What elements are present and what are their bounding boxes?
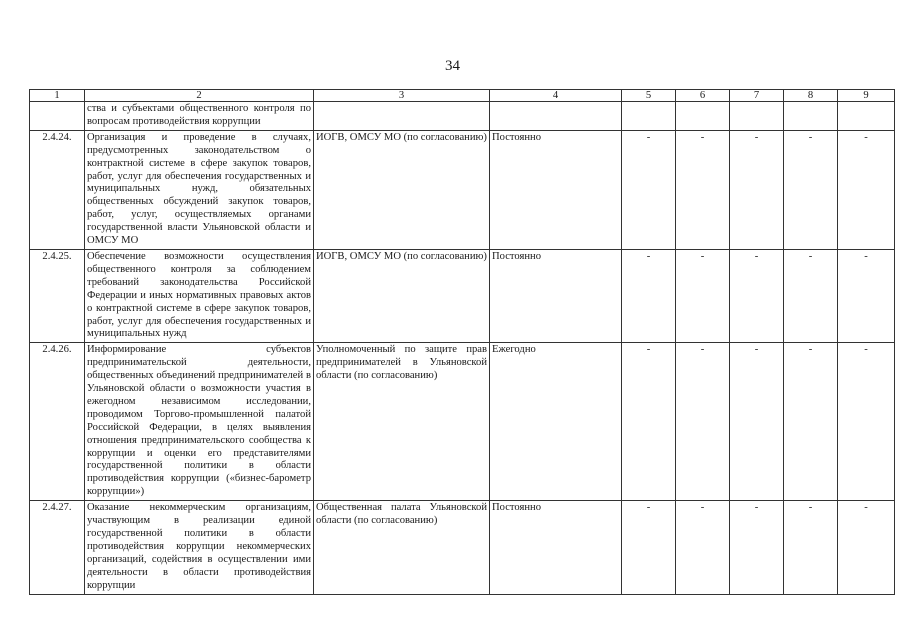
row-col5: - bbox=[622, 130, 676, 249]
row-responsible: ИОГВ, ОМСУ МО (по согласованию) bbox=[314, 249, 490, 342]
col-header-2: 2 bbox=[85, 90, 314, 102]
measures-table bbox=[29, 89, 895, 595]
row-number: 2.4.26. bbox=[30, 343, 85, 501]
row-col7: - bbox=[730, 249, 784, 342]
table-row bbox=[30, 249, 895, 342]
col-header-4: 4 bbox=[490, 90, 622, 102]
col-header-9: 9 bbox=[838, 90, 895, 102]
row-col9: - bbox=[838, 501, 895, 594]
row-period: Ежегодно bbox=[490, 343, 622, 501]
col-header-5: 5 bbox=[622, 90, 676, 102]
col-header-7: 7 bbox=[730, 90, 784, 102]
row-description: Организация и проведение в случаях, предусмотренных законодательством о контрактной системе в сфере закупок товаров, работ, услуг для обеспечения государственных и муниципальных нужд, обязательных общественных обсуждений закупок товаров, работ, услуг, осуществляемых органами государственной власти Ульяновской области и ОМСУ МО bbox=[85, 130, 314, 249]
row-description: Оказание некоммерческим организациям, участвующим в реализации единой государственной политики в области противодействия коррупции некоммерческих организаций, содействия в осуществлении ими деятельности в области противодействия коррупции bbox=[85, 501, 314, 594]
row-col8: - bbox=[784, 501, 838, 594]
cell-num bbox=[30, 102, 85, 131]
continuation-text: ства и субъектами общественного контроля по вопросам противодействия коррупции bbox=[85, 102, 314, 131]
row-description: Информирование субъектов предпринимательской деятельности, общественных объединений предпринимателей в Ульяновской области о возможности участия в ежегодном независимом исследовании, проводимом Торгово-промышленной палатой Российской Федерации, в целях выявления отношения предпринимательского сообщества к коррупции и оценки его представителями государственной политики в области противодействия коррупции («бизнес-барометр коррупции») bbox=[85, 343, 314, 501]
row-responsible: Уполномоченный по защите прав предпринимателей в Ульяновской области (по согласованию) bbox=[314, 343, 490, 501]
continuation-row bbox=[30, 102, 895, 131]
page-number: 34 bbox=[445, 58, 460, 74]
row-col7: - bbox=[730, 501, 784, 594]
row-number: 2.4.24. bbox=[30, 130, 85, 249]
row-col6: - bbox=[676, 130, 730, 249]
header-row bbox=[30, 90, 895, 102]
row-col8: - bbox=[784, 249, 838, 342]
row-period: Постоянно bbox=[490, 130, 622, 249]
row-number: 2.4.25. bbox=[30, 249, 85, 342]
row-col6: - bbox=[676, 249, 730, 342]
row-col8: - bbox=[784, 343, 838, 501]
row-responsible: Общественная палата Ульяновской области (по согласованию) bbox=[314, 501, 490, 594]
col-header-6: 6 bbox=[676, 90, 730, 102]
row-col5: - bbox=[622, 501, 676, 594]
row-description: Обеспечение возможности осуществления общественного контроля за соблюдением требований законодательства Российской Федерации и иных нормативных правовых актов о контрактной системе в сфере закупок товаров, работ, услуг для обеспечения государственных и муниципальных нужд bbox=[85, 249, 314, 342]
row-responsible: ИОГВ, ОМСУ МО (по согласованию) bbox=[314, 130, 490, 249]
row-col9: - bbox=[838, 130, 895, 249]
col-header-3: 3 bbox=[314, 90, 490, 102]
row-col9: - bbox=[838, 249, 895, 342]
row-col7: - bbox=[730, 343, 784, 501]
col-header-8: 8 bbox=[784, 90, 838, 102]
row-col8: - bbox=[784, 130, 838, 249]
table-row bbox=[30, 130, 895, 249]
col-header-1: 1 bbox=[30, 90, 85, 102]
row-col7: - bbox=[730, 130, 784, 249]
row-col9: - bbox=[838, 343, 895, 501]
table-row bbox=[30, 343, 895, 501]
row-col5: - bbox=[622, 249, 676, 342]
row-col5: - bbox=[622, 343, 676, 501]
row-col6: - bbox=[676, 501, 730, 594]
row-col6: - bbox=[676, 343, 730, 501]
row-period: Постоянно bbox=[490, 249, 622, 342]
row-period: Постоянно bbox=[490, 501, 622, 594]
row-number: 2.4.27. bbox=[30, 501, 85, 594]
table-row bbox=[30, 501, 895, 594]
